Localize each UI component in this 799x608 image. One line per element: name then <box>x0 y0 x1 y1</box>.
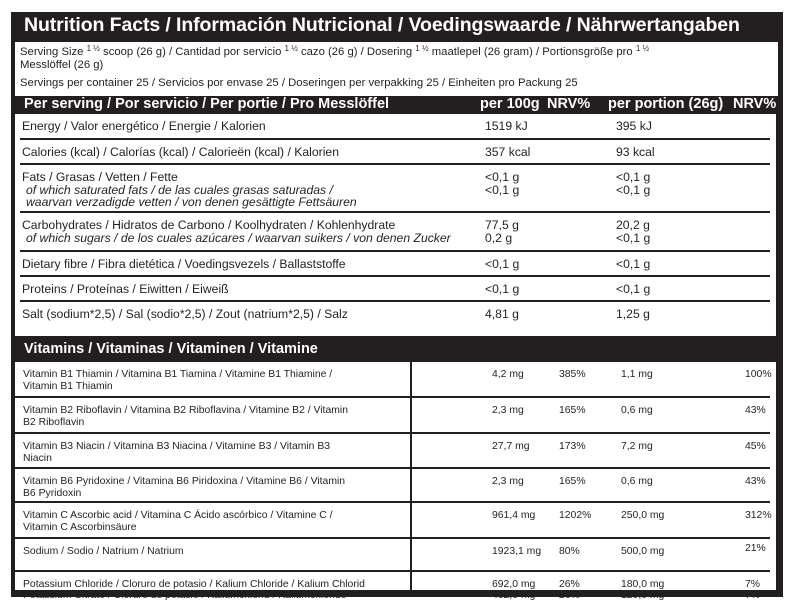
header-per-100g: per 100g <box>480 96 540 112</box>
nutrient-label: Carbohydrates / Hidratos de Carbono / Koolhydraten / Kohlenhydrate <box>22 218 396 232</box>
vitamin-row <box>15 432 770 469</box>
nutrient-row <box>20 300 770 336</box>
vitamin-label: Vitamin B1 Thiamin / Vitamina B1 Tiamina / Vitamine B1 Thiamine / <box>23 369 333 380</box>
value-per-100g: 0,2 g <box>485 230 513 245</box>
value-per-portion: <0,1 g <box>616 230 651 245</box>
serving-fraction: 1 ½ <box>635 44 650 53</box>
header-per-serving: Per serving / Por servicio / Per portie / Pro Messlöffel <box>24 96 390 112</box>
value-per-portion: <0,1 g <box>616 182 651 197</box>
nrv-per-100g: 26% <box>559 579 580 590</box>
vitamin-label: Vitamin B2 Riboflavin / Vitamina B2 Riboflavina / Vitamine B2 / Vitamin <box>23 405 348 416</box>
nutrient-sub-label: waarvan verzadigde vetten / von denen gesättigte Fettsäuren <box>26 195 357 209</box>
serving-size-line <box>20 44 649 58</box>
serving-fraction: 1 ½ <box>86 44 100 53</box>
value-per-100g: <0,1 g <box>485 170 520 184</box>
value-per-100g: <0,1 g <box>485 257 520 271</box>
nutrition-label <box>11 12 783 601</box>
nutrient-label: Calories (kcal) / Calorías (kcal) / Calorieën (kcal) / Kalorien <box>22 145 339 159</box>
serving-fraction: 1 ½ <box>415 44 429 53</box>
vitamin-label: B6 Pyridoxin <box>23 488 82 499</box>
value-per-100g: 692,0 mg <box>492 579 536 590</box>
vitamin-label: Vitamin C Ascorbinsäure <box>23 522 137 533</box>
value-per-portion: 250,0 mg <box>621 510 665 521</box>
serving-info <box>15 42 778 96</box>
value-per-100g: 961,4 mg <box>492 510 536 521</box>
vitamin-label: B2 Riboflavin <box>23 417 85 428</box>
value-per-portion: <0,1 g <box>616 257 651 271</box>
vitamin-row <box>15 467 770 503</box>
value-per-portion: 180,0 mg <box>621 579 665 590</box>
vitamin-label: Niacin <box>23 453 52 464</box>
value-per-100g: 4,81 g <box>485 307 519 321</box>
serving-fraction: 1 ½ <box>284 44 298 53</box>
nutrient-row <box>20 114 770 138</box>
value-per-portion: 20,2 g <box>616 218 650 232</box>
nutrient-sub-label: of which saturated fats / de las cuales grasas saturadas / <box>26 182 333 197</box>
value-per-100g: 1519 kJ <box>485 119 528 133</box>
value-per-portion: 0,6 mg <box>621 476 653 487</box>
nrv-per-portion: 312% <box>745 510 772 521</box>
value-per-portion: 7,2 mg <box>621 441 653 452</box>
nrv-per-portion: 100% <box>745 369 772 380</box>
vitamins-title: Vitamins / Vitaminas / Vitaminen / Vitamine <box>24 341 318 357</box>
header-nrv-portion: NRV% <box>733 96 777 112</box>
value-per-100g: 27,7 mg <box>492 441 530 452</box>
serving-text: maatlepel (26 gram) / Portionsgröße pro <box>428 46 636 58</box>
vitamin-row <box>15 396 770 434</box>
value-per-portion: 0,6 mg <box>621 405 653 416</box>
nutrient-row <box>20 275 770 302</box>
vitamin-label: Sodium / Sodio / Natrium / Natrium <box>23 546 184 557</box>
serving-text: cazo (26 g) / Dosering <box>297 46 416 58</box>
value-per-portion: 395 kJ <box>616 119 652 133</box>
nrv-per-100g: 26% <box>559 590 580 601</box>
value-per-100g: <0,1 g <box>485 182 520 197</box>
serving-text: Serving Size <box>20 46 87 58</box>
vitamin-label: Potassium Chloride / Cloruro de potasio / Kalium Chloride / Kalium Chlorid <box>23 579 365 590</box>
header-per-portion: per portion (26g) <box>608 96 724 112</box>
value-per-100g: <0,1 g <box>485 282 520 296</box>
value-per-100g: 357 kcal <box>485 145 531 159</box>
value-per-portion: 1,1 mg <box>621 369 653 380</box>
nutrient-sub-label: of which sugars / de los cuales azúcares / waarvan suikers / von denen Zucker <box>26 230 451 245</box>
nutrient-label: Fats / Grasas / Vetten / Fette <box>22 170 178 184</box>
nrv-per-portion: 43% <box>745 405 766 416</box>
vitamin-table <box>15 362 776 601</box>
value-per-portion: <0,1 g <box>616 170 651 184</box>
nrv-per-portion: 45% <box>745 441 766 452</box>
vitamin-label: Vitamin C Ascorbic acid / Vitamina C Ácido ascórbico / Vitamine C / <box>23 510 333 521</box>
vitamin-label: Vitamin B3 Niacin / Vitamina B3 Niacina / Vitamine B3 / Vitamin B3 <box>23 441 331 452</box>
nutrient-label: Dietary fibre / Fibra dietética / Voedingsvezels / Ballaststoffe <box>22 257 346 271</box>
value-per-portion: 120,0 mg <box>621 590 665 601</box>
nutrient-table <box>15 114 776 336</box>
value-per-100g: 4,2 mg <box>492 369 524 380</box>
value-per-100g: 1923,1 mg <box>492 546 542 557</box>
nrv-per-100g: 173% <box>559 441 586 452</box>
vitamin-row <box>15 362 770 396</box>
nrv-per-100g: 80% <box>559 546 580 557</box>
nutrient-label: Energy / Valor energético / Energie / Kalorien <box>22 119 266 133</box>
serving-text: scoop (26 g) / Cantidad por servicio <box>99 46 285 58</box>
header-nrv-100g: NRV% <box>547 96 591 112</box>
nrv-per-portion: 7% <box>745 590 761 601</box>
nrv-per-100g: 385% <box>559 369 586 380</box>
nutrient-row <box>20 211 770 252</box>
nutrient-row <box>20 163 770 213</box>
nrv-per-portion: 43% <box>745 476 766 487</box>
label-title: Nutrition Facts / Información Nutricional / Voedingswaarde / Nährwertangaben <box>24 14 740 36</box>
value-per-portion: 500,0 mg <box>621 546 665 557</box>
nrv-per-portion: 21% <box>745 543 766 554</box>
vitamin-row <box>15 501 770 539</box>
value-per-portion: <0,1 g <box>616 282 651 296</box>
value-per-100g: 2,3 mg <box>492 476 524 487</box>
nrv-per-100g: 165% <box>559 405 586 416</box>
nutrient-row <box>20 250 770 277</box>
value-per-100g: 462,0 mg <box>492 590 536 601</box>
nutrient-row <box>20 138 770 165</box>
vitamin-label: Potassium Citrate / Cloruro de potasio / Kaliumchlorid / Kaliumchloride <box>23 590 347 601</box>
vitamin-label: Vitamin B6 Pyridoxine / Vitamina B6 Piridoxina / Vitamine B6 / Vitamin <box>23 476 346 487</box>
nrv-per-100g: 165% <box>559 476 586 487</box>
serving-size-line-2: Messlöffel (26 g) <box>20 59 104 71</box>
nrv-per-100g: 1202% <box>559 510 592 521</box>
value-per-100g: 77,5 g <box>485 218 519 232</box>
vitamin-row <box>15 588 770 608</box>
value-per-100g: 2,3 mg <box>492 405 524 416</box>
nutrient-label: Salt (sodium*2,5) / Sal (sodio*2,5) / Zout (natrium*2,5) / Salz <box>22 307 348 321</box>
vitamin-label: Vitamin B1 Thiamin <box>23 381 113 392</box>
nrv-per-portion: 7% <box>745 579 761 590</box>
vitamin-row <box>15 570 770 590</box>
nutrient-label: Proteins / Proteínas / Eiwitten / Eiweiß <box>22 282 229 296</box>
vitamin-row <box>15 537 770 572</box>
value-per-portion: 93 kcal <box>616 145 655 159</box>
value-per-portion: 1,25 g <box>616 307 650 321</box>
servings-per-container: Servings per container 25 / Servicios por envase 25 / Doseringen per verpakking 25 / Einheiten pro Packung 25 <box>20 77 578 89</box>
